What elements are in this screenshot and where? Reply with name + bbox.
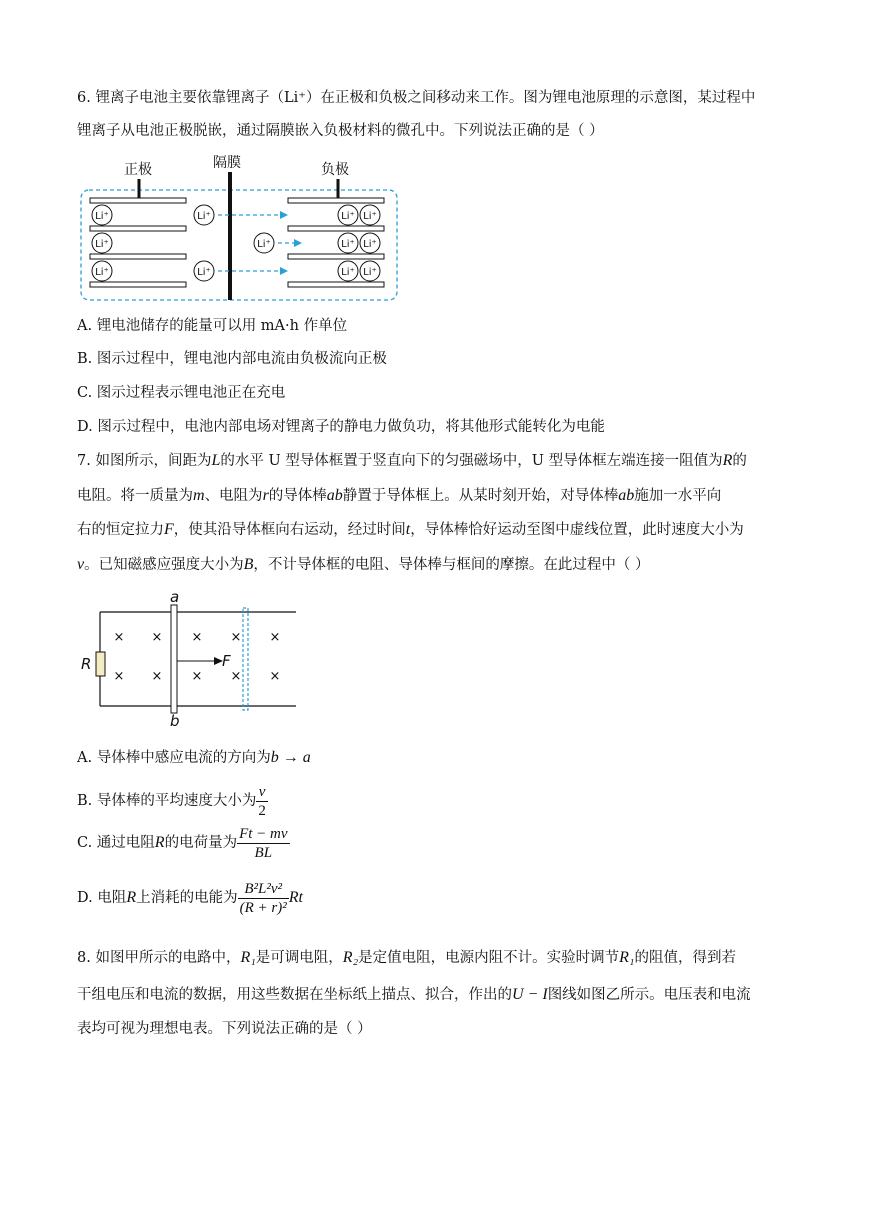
- li-ion-label: Li⁺: [363, 239, 377, 250]
- magnetic-field-crosses: [114, 630, 281, 684]
- q7-option-a[interactable]: A. 导体棒中感应电流的方向为b → a: [77, 749, 311, 766]
- li-ion-label: Li⁺: [341, 239, 355, 250]
- li-ion-label: Li⁺: [95, 239, 109, 250]
- resistor-R: [96, 652, 105, 676]
- lithium-battery-diagram: [78, 152, 400, 304]
- lithium-ion-markers: [92, 205, 380, 281]
- q7-stem-line-4: v。已知磁感应强度大小为B，不计导体框的电阻、导体棒与框间的摩擦。在此过程中（ ）: [77, 556, 650, 573]
- q8-stem-line-1: 8. 如图甲所示的电路中，R₁是可调电阻，R₂是定值电阻，电源内阻不计。实验时调节R₁的阻值，得到若: [77, 949, 736, 966]
- final-position-dashed: [243, 608, 248, 710]
- force-F-label: F: [222, 652, 231, 670]
- field-cross: ×: [230, 669, 242, 684]
- li-ion-label: Li⁺: [341, 211, 355, 222]
- field-cross: ×: [191, 630, 203, 645]
- q7-option-b[interactable]: B. 导体棒的平均速度大小为 $\frac{v}{2}$: [77, 783, 266, 819]
- q6-option-b[interactable]: B. 图示过程中，锂电池内部电流由负极流向正极: [77, 351, 387, 367]
- q6-stem-line-1: 6. 锂离子电池主要依靠锂离子（Li⁺）在正极和负极之间移动来工作。图为锂电池原理的示意图，某过程中: [77, 90, 756, 106]
- field-cross: ×: [269, 630, 281, 645]
- q7-stem-line-2: 电阻。将一质量为m、电阻为r的导体棒ab静置于导体框上。从某时刻开始，对导体棒ab施加一水平向: [77, 487, 722, 504]
- q8-stem-line-2: 干组电压和电流的数据，用这些数据在坐标纸上描点、拟合，作出的U − I图线如图乙所示。电压表和电流: [77, 986, 751, 1003]
- field-cross: ×: [151, 669, 163, 684]
- q8-stem-line-3: 表均可视为理想电表。下列说法正确的是（ ）: [77, 1021, 372, 1037]
- resistor-R-label: R: [81, 655, 92, 673]
- field-cross: ×: [269, 669, 281, 684]
- q6-stem-line-2: 锂离子从电池正极脱嵌，通过隔膜嵌入负极材料的微孔中。下列说法正确的是（ ）: [77, 123, 604, 139]
- q6-option-a[interactable]: A. 锂电池储存的能量可以用 mA·h 作单位: [77, 318, 348, 334]
- li-ion-label: Li⁺: [257, 239, 271, 250]
- li-ion-label: Li⁺: [197, 211, 211, 222]
- positive-electrode-label: 正极: [124, 162, 152, 178]
- field-cross: ×: [151, 630, 163, 645]
- li-ion-label: Li⁺: [95, 211, 109, 222]
- li-ion-label: Li⁺: [363, 267, 377, 278]
- u-frame-circuit-diagram: [78, 588, 300, 730]
- q7-option-d[interactable]: D. 电阻R上消耗的电能为 $\frac{\text{B²L²v²}}{\text{(R + r)²}}$ Rt: [77, 880, 303, 916]
- rod-end-a-label: a: [170, 588, 180, 606]
- q6-option-c[interactable]: C. 图示过程表示锂电池正在充电: [77, 385, 286, 401]
- q7-stem-line-1: 7. 如图所示，间距为L的水平 U 型导体框置于竖直向下的匀强磁场中，U 型导体框左端连接一阻值为R的: [77, 452, 747, 469]
- separator-label: 隔膜: [213, 155, 241, 171]
- negative-electrode-label: 负极: [321, 162, 349, 178]
- q6-option-d[interactable]: D. 图示过程中，电池内部电场对锂离子的静电力做负功，将其他形式能转化为电能: [77, 419, 605, 435]
- conductor-rod-ab: [171, 605, 177, 713]
- field-cross: ×: [191, 669, 203, 684]
- q7-stem-line-3: 右的恒定拉力F，使其沿导体框向右运动，经过时间t，导体棒恰好运动至图中虚线位置，此时速度大小为: [77, 521, 744, 538]
- rod-end-b-label: b: [170, 712, 180, 730]
- field-cross: ×: [113, 630, 125, 645]
- q7-option-c[interactable]: C. 通过电阻R的电荷量为 $\frac{Ft - mv}{BL}$: [77, 825, 288, 861]
- li-ion-label: Li⁺: [197, 267, 211, 278]
- field-cross: ×: [230, 630, 242, 645]
- field-cross: ×: [113, 669, 125, 684]
- li-ion-label: Li⁺: [95, 267, 109, 278]
- li-ion-label: Li⁺: [341, 267, 355, 278]
- li-ion-label: Li⁺: [363, 211, 377, 222]
